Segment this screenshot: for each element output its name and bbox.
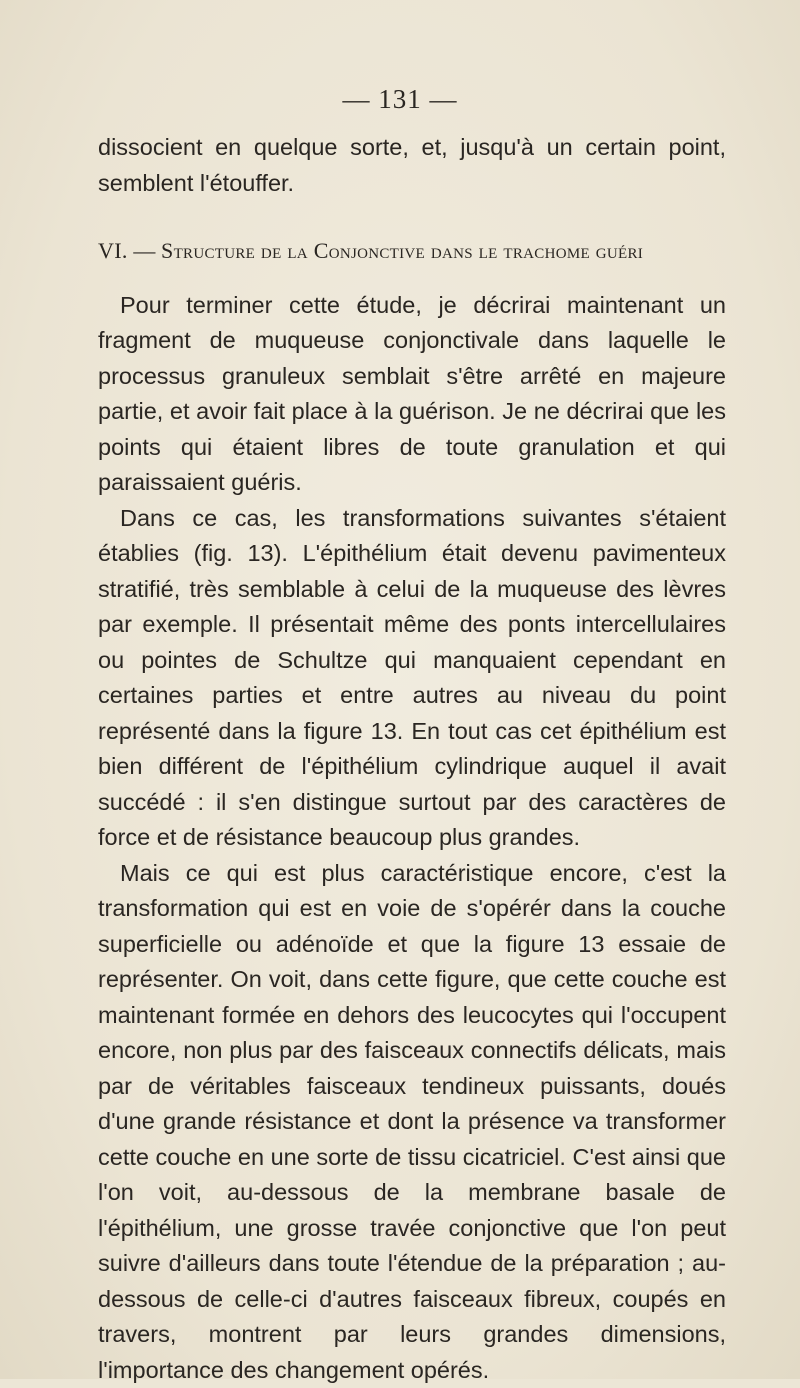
page-body xyxy=(98,130,726,1388)
section-title: Structure de la Conjonctive dans le trachome guéri xyxy=(161,238,643,263)
paragraph-3: Mais ce qui est plus caractéristique encore, c'est la transformation qui est en voie de s'opérér dans la couche superficielle ou adénoïde et que la figure 13 essaie de représenter. On voit, dans cette figure, que cette couche est maintenant formée en dehors des leucocytes qui l'occupent encore, non plus par des faisceaux connectifs délicats, mais par de véritables faisceaux tendineux puissants, doués d'une grande résistance et dont la présence va transformer cette couche en une sorte de tissu cicatriciel. C'est ainsi que l'on voit, au-dessous de la membrane basale de l'épithélium, une grosse travée conjonctive que l'on peut suivre d'ailleurs dans toute l'étendue de la préparation ; au-dessous de celle-ci d'autres faisceaux fibreux, coupés en travers, montrent par leurs grandes dimensions, l'importance des changement opérés. xyxy=(98,856,726,1388)
opening-paragraph: dissocient en quelque sorte, et, jusqu'à un certain point, semblent l'étouffer. xyxy=(98,130,726,201)
page-number: — 131 — xyxy=(0,84,800,115)
paragraph-1: Pour terminer cette étude, je décrirai maintenant un fragment de muqueuse conjonctivale dans laquelle le processus granuleux semblait s'être arrêté en majeure partie, et avoir fait place à la guérison. Je ne décrirai que les points qui étaient libres de toute granulation et qui paraissaient guéris. xyxy=(98,288,726,501)
section-number: VI. — xyxy=(98,238,156,263)
section-heading xyxy=(98,233,726,271)
paragraph-2: Dans ce cas, les transformations suivantes s'étaient établies (fig. 13). L'épithélium était devenu pavimenteux stratifié, très semblable à celui de la muqueuse des lèvres par exemple. Il présentait même des ponts intercellulaires ou pointes de Schultze qui manquaient cependant en certaines parties et entre autres au niveau du point représenté dans la figure 13. En tout cas cet épithélium est bien différent de l'épithélium cylindrique auquel il avait succédé : il s'en distingue surtout par des caractères de force et de résistance beaucoup plus grandes. xyxy=(98,501,726,856)
